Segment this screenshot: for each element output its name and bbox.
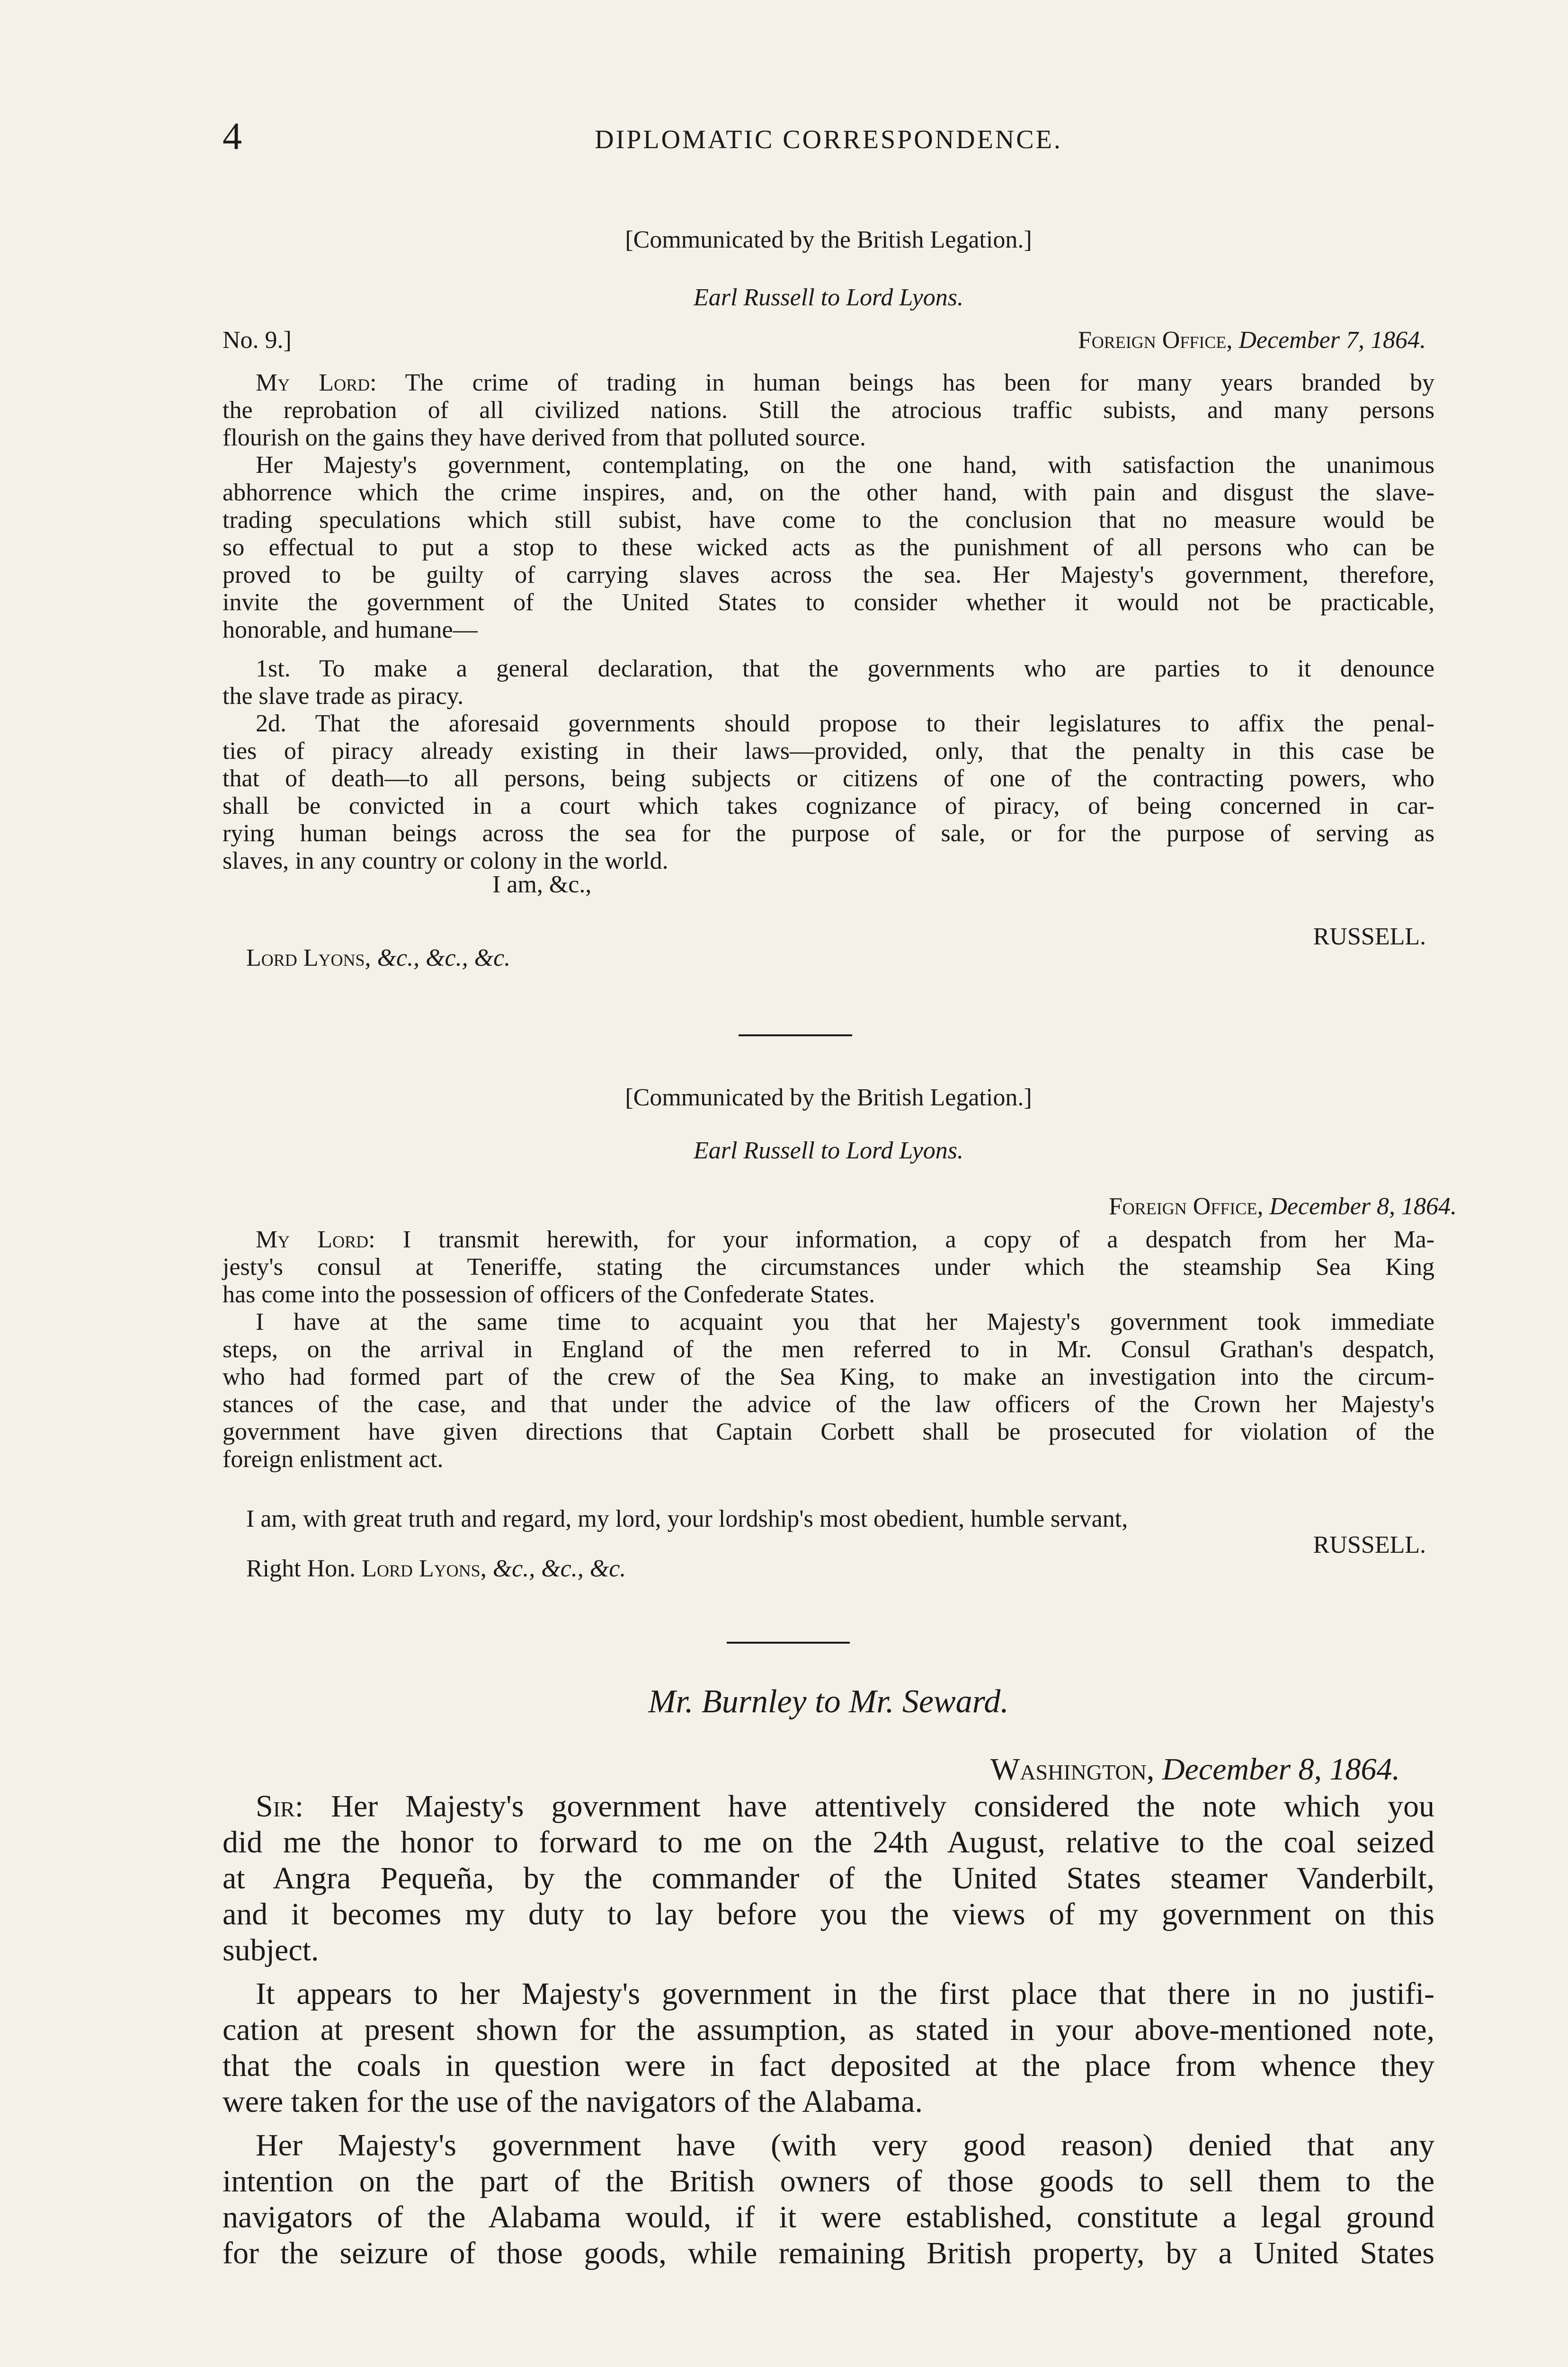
letter1-date: December 7, 1864.	[1238, 327, 1426, 354]
letter1-line: abhorrence which the crime inspires, and, on the other hand, with pain and disgust the slave-	[223, 479, 1434, 506]
letter3-line: and it becomes my duty to lay before you the views of my government on this	[223, 1897, 1434, 1931]
letter2-line: steps, on the arrival in England of the men referred to in Mr. Consul Grathan's despatch,	[223, 1336, 1434, 1363]
letter2-line: I have at the same time to acquaint you that her Majesty's government took immediate	[256, 1308, 1434, 1335]
letter1-addressee-etc: &c., &c., &c.	[377, 944, 511, 971]
letter3-date: December 8, 1864.	[1162, 1752, 1400, 1787]
letter3-line: cation at present shown for the assumption, as stated in your above-mentioned note,	[223, 2012, 1434, 2047]
section-divider	[739, 1034, 852, 1036]
letter2-body	[223, 1226, 1434, 1473]
letter2-place: Foreign Office,	[1108, 1193, 1264, 1220]
letter2-dateline	[1109, 1193, 1457, 1220]
letter3-line: subject.	[223, 1933, 319, 1967]
letter1-line: 1st. To make a general declaration, that the governments who are parties to it denounce	[256, 655, 1434, 682]
letter3-line: for the seizure of those goods, while remaining British property, by a United States	[223, 2236, 1434, 2270]
letter3-title: Mr. Burnley to Mr. Seward.	[648, 1683, 1009, 1720]
letter3-line: : Her Majesty's government have attentively considered the note which you	[294, 1789, 1434, 1824]
letter1-title: Earl Russell to Lord Lyons.	[693, 284, 964, 311]
letter2-line: : I transmit herewith, for your information, a copy of a despatch from her Ma-	[368, 1226, 1434, 1253]
letter2-addressee-prefix: Right Hon.	[246, 1555, 356, 1582]
letter2-line: has come into the possession of officers of the Confederate States.	[223, 1281, 875, 1308]
letter1-line: invite the government of the United States to consider whether it would not be practicable,	[223, 589, 1434, 616]
letter1-line: trading speculations which still subist, have come to the conclusion that no measure would be	[223, 507, 1434, 534]
letter1-addressee-name: Lord Lyons,	[246, 944, 371, 971]
letter2-title: Earl Russell to Lord Lyons.	[693, 1137, 964, 1164]
letter3-body	[223, 1789, 1434, 2271]
letter2-line: stances of the case, and that under the advice of the law officers of the Crown her Majesty's	[223, 1391, 1434, 1418]
letter2-signature: RUSSELL.	[1313, 1531, 1426, 1558]
letter1-line: that of death—to all persons, being subjects or citizens of one of the contracting powers, who	[223, 765, 1434, 792]
letter1-line: flourish on the gains they have derived from that polluted source.	[223, 424, 866, 451]
letter2-line: who had formed part of the crew of the Sea King, to make an investigation into the circum-	[223, 1363, 1434, 1390]
letter1-line: the reprobation of all civilized nations. Still the atrocious traffic subists, and many persons	[223, 397, 1434, 424]
letter1-addressee	[246, 944, 510, 972]
page-number: 4	[223, 115, 242, 158]
letter2-addressee-etc: &c., &c., &c.	[492, 1555, 626, 1582]
letter1-line: shall be convicted in a court which takes cognizance of piracy, of being concerned in car-	[223, 792, 1434, 819]
letter3-line: were taken for the use of the navigators of the Alabama.	[223, 2084, 923, 2119]
letter1-number: No. 9.]	[223, 327, 292, 354]
letter3-line: that the coals in question were in fact deposited at the place from whence they	[223, 2048, 1434, 2083]
letter3-salutation: Sir	[256, 1789, 295, 1824]
letter3-line: navigators of the Alabama would, if it were established, constitute a legal ground	[223, 2200, 1434, 2234]
letter3-dateline	[990, 1752, 1400, 1788]
letter1-line: honorable, and humane—	[223, 616, 478, 643]
letter1-line: proved to be guilty of carrying slaves across the sea. Her Majesty's government, therefore,	[223, 561, 1434, 588]
letter1-line: slaves, in any country or colony in the world.	[223, 847, 668, 874]
letter1-line: : The crime of trading in human beings has been for many years branded by	[370, 369, 1434, 396]
letter3-line: It appears to her Majesty's government in the first place that there in no justifi-	[256, 1976, 1434, 2011]
page-header	[223, 113, 1434, 165]
letter1-communicated: [Communicated by the British Legation.]	[625, 226, 1032, 253]
letter1-salutation: My Lord	[256, 369, 370, 396]
running-title: DIPLOMATIC CORRESPONDENCE.	[595, 125, 1062, 154]
letter3-line: at Angra Pequeña, by the commander of the United States steamer Vanderbilt,	[223, 1861, 1434, 1895]
letter1-body	[223, 369, 1434, 875]
letter3-line: intention on the part of the British owners of those goods to sell them to the	[223, 2164, 1434, 2198]
letter1-line: so effectual to put a stop to these wicked acts as the punishment of all persons who can be	[223, 534, 1434, 561]
letter1-line: ties of piracy already existing in their laws—provided, only, that the penalty in this case be	[223, 738, 1434, 765]
letter3-line: did me the honor to forward to me on the 24th August, relative to the coal seized	[223, 1825, 1434, 1860]
letter3-line: Her Majesty's government have (with very good reason) denied that any	[256, 2128, 1434, 2162]
letter2-line: jesty's consul at Teneriffe, stating the circumstances under which the steamship Sea King	[223, 1254, 1434, 1281]
letter2-salutation: My Lord	[256, 1226, 369, 1253]
letter2-addressee-name: Lord Lyons,	[362, 1555, 487, 1582]
letter1-line: Her Majesty's government, contemplating, on the one hand, with satisfaction the unanimous	[256, 452, 1434, 479]
letter1-line: rying human beings across the sea for the purpose of sale, or for the purpose of serving as	[223, 820, 1434, 847]
letter3-place: Washington,	[990, 1752, 1155, 1787]
letter2-line: foreign enlistment act.	[223, 1446, 444, 1473]
section-divider	[727, 1642, 850, 1644]
letter2-date: December 8, 1864.	[1269, 1193, 1457, 1220]
letter2-addressee	[246, 1555, 626, 1583]
letter1-closing: I am, &c.,	[492, 871, 592, 898]
letter1-signature: RUSSELL.	[1313, 923, 1426, 950]
letter2-closing: I am, with great truth and regard, my lord, your lordship's most obedient, humble servant,	[246, 1505, 1128, 1532]
letter1-line: the slave trade as piracy.	[223, 683, 464, 710]
letter2-line: government have given directions that Captain Corbett shall be prosecuted for violation of the	[223, 1418, 1434, 1445]
letter1-dateline	[1078, 327, 1426, 354]
letter1-line: 2d. That the aforesaid governments should propose to their legislatures to affix the penal-	[256, 710, 1434, 737]
letter2-communicated: [Communicated by the British Legation.]	[625, 1084, 1032, 1111]
letter1-place: Foreign Office,	[1078, 327, 1233, 354]
